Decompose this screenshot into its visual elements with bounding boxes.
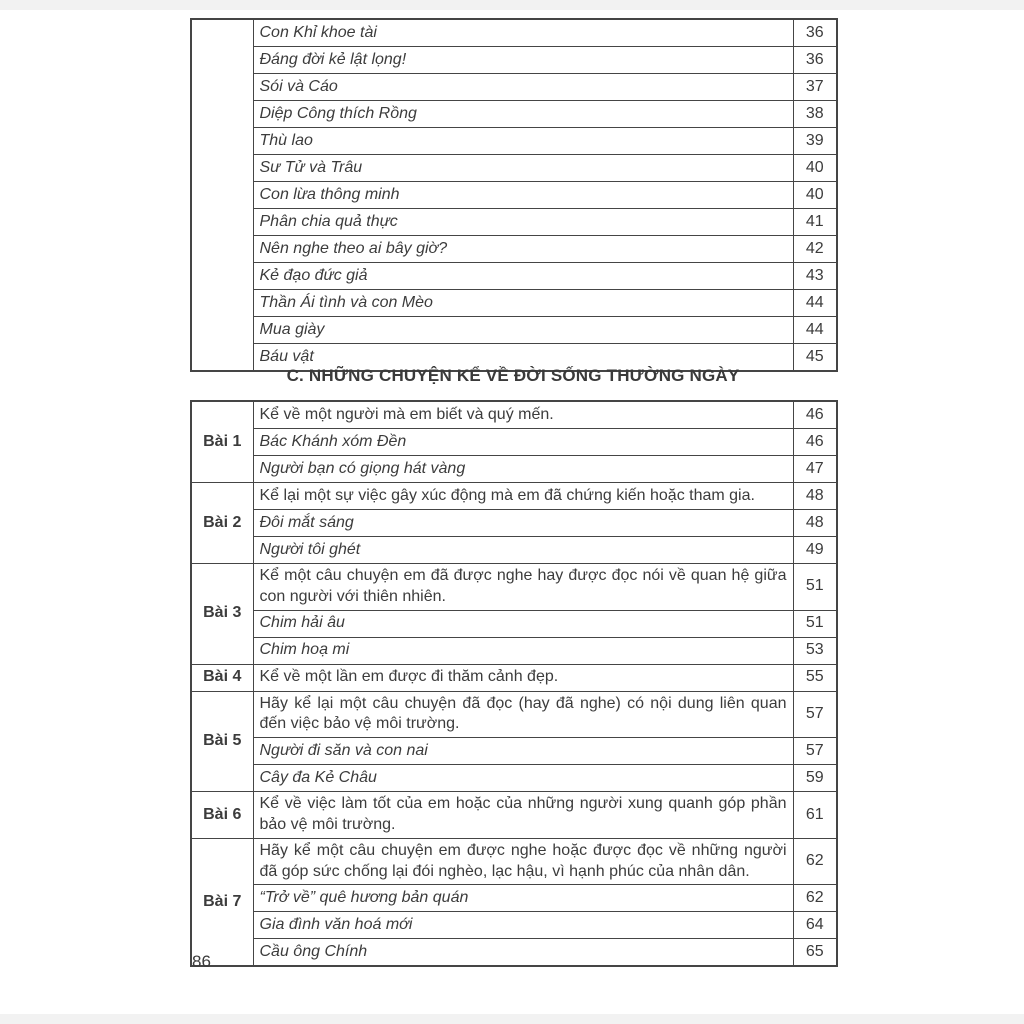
story-title-cell: Báu vật bbox=[253, 344, 793, 372]
table-row bbox=[191, 765, 837, 792]
page-number-cell: 45 bbox=[793, 344, 837, 372]
page-number-cell: 43 bbox=[793, 263, 837, 290]
stories-table-body bbox=[191, 19, 837, 371]
story-title-cell: Đáng đời kẻ lật lọng! bbox=[253, 47, 793, 74]
page-number-cell: 48 bbox=[793, 510, 837, 537]
page-number-cell: 48 bbox=[793, 483, 837, 510]
lesson-label-cell: Bài 4 bbox=[191, 664, 253, 691]
table-row bbox=[191, 792, 837, 839]
table-row bbox=[191, 564, 837, 611]
page-number-cell: 61 bbox=[793, 792, 837, 839]
table-row bbox=[191, 155, 837, 182]
story-title-cell: Cầu ông Chính bbox=[253, 939, 793, 967]
page-number-cell: 42 bbox=[793, 236, 837, 263]
table-row bbox=[191, 290, 837, 317]
lesson-label-cell: Bài 1 bbox=[191, 401, 253, 483]
story-title-cell: Sư Tử và Trâu bbox=[253, 155, 793, 182]
story-title-cell: Sói và Cáo bbox=[253, 74, 793, 101]
story-title-cell: Người đi săn và con nai bbox=[253, 738, 793, 765]
page-number-cell: 44 bbox=[793, 317, 837, 344]
table-row bbox=[191, 483, 837, 510]
table-row bbox=[191, 236, 837, 263]
page-number-cell: 51 bbox=[793, 610, 837, 637]
page-number-cell: 38 bbox=[793, 101, 837, 128]
lesson-desc-cell: Kể về một người mà em biết và quý mến. bbox=[253, 401, 793, 429]
table-row bbox=[191, 691, 837, 738]
stories-table bbox=[190, 18, 838, 372]
lesson-desc-cell: Kể về một lần em được đi thăm cảnh đẹp. bbox=[253, 664, 793, 691]
page-number-cell: 62 bbox=[793, 885, 837, 912]
table-row bbox=[191, 456, 837, 483]
page-number-cell: 39 bbox=[793, 128, 837, 155]
table-row bbox=[191, 610, 837, 637]
table-row bbox=[191, 429, 837, 456]
table-row bbox=[191, 19, 837, 47]
page-number-cell: 46 bbox=[793, 429, 837, 456]
page-number-cell: 64 bbox=[793, 912, 837, 939]
lesson-desc-cell: Kể một câu chuyện em đã được nghe hay được đọc nói về quan hệ giữa con người với thiên nhiên. bbox=[253, 564, 793, 611]
story-title-cell: Con lừa thông minh bbox=[253, 182, 793, 209]
story-title-cell: Đôi mắt sáng bbox=[253, 510, 793, 537]
page-number-cell: 55 bbox=[793, 664, 837, 691]
lesson-desc-cell: Hãy kể một câu chuyện em được nghe hoặc được đọc về những người đã góp sức chống lại đói nghèo, lạc hậu, vì hạnh phúc của nhân dân. bbox=[253, 838, 793, 885]
table-row bbox=[191, 637, 837, 664]
lesson-label-cell: Bài 7 bbox=[191, 838, 253, 966]
story-title-cell: Kẻ đạo đức giả bbox=[253, 263, 793, 290]
story-title-cell: Cây đa Kẻ Châu bbox=[253, 765, 793, 792]
page-number-cell: 40 bbox=[793, 182, 837, 209]
lesson-desc-cell: Kể lại một sự việc gây xúc động mà em đã chứng kiến hoặc tham gia. bbox=[253, 483, 793, 510]
table-row bbox=[191, 537, 837, 564]
page-number-cell: 51 bbox=[793, 564, 837, 611]
table-row bbox=[191, 317, 837, 344]
story-title-cell: Gia đình văn hoá mới bbox=[253, 912, 793, 939]
table-row bbox=[191, 401, 837, 429]
lesson-label-cell-empty bbox=[191, 19, 253, 371]
page-number-cell: 57 bbox=[793, 738, 837, 765]
scan-edge-bottom bbox=[0, 1014, 1024, 1024]
page-number-cell: 46 bbox=[793, 401, 837, 429]
section-heading: C. NHỮNG CHUYỆN KỂ VỀ ĐỜI SỐNG THƯỜNG NGÀY bbox=[286, 366, 740, 385]
page-number-cell: 37 bbox=[793, 74, 837, 101]
story-title-cell: Chim hải âu bbox=[253, 610, 793, 637]
page-number-cell: 49 bbox=[793, 537, 837, 564]
table-row bbox=[191, 912, 837, 939]
page-number-cell: 47 bbox=[793, 456, 837, 483]
lesson-label-cell: Bài 6 bbox=[191, 792, 253, 839]
table-row bbox=[191, 738, 837, 765]
story-title-cell: Con Khỉ khoe tài bbox=[253, 19, 793, 47]
lessons-table-body bbox=[191, 401, 837, 966]
story-title-cell: Chim hoạ mi bbox=[253, 637, 793, 664]
story-title-cell: Thần Ái tình và con Mèo bbox=[253, 290, 793, 317]
page-number-cell: 36 bbox=[793, 19, 837, 47]
table-row bbox=[191, 885, 837, 912]
table-row bbox=[191, 101, 837, 128]
story-title-cell: Bác Khánh xóm Đền bbox=[253, 429, 793, 456]
table-row bbox=[191, 182, 837, 209]
page-number-cell: 41 bbox=[793, 209, 837, 236]
story-title-cell: Người bạn có giọng hát vàng bbox=[253, 456, 793, 483]
lesson-label-cell: Bài 3 bbox=[191, 564, 253, 665]
book-page-number: 86 bbox=[192, 952, 211, 971]
table-row bbox=[191, 47, 837, 74]
page-number-cell: 59 bbox=[793, 765, 837, 792]
page-number-cell: 36 bbox=[793, 47, 837, 74]
story-title-cell: Người tôi ghét bbox=[253, 537, 793, 564]
story-title-cell: Mua giày bbox=[253, 317, 793, 344]
table-row bbox=[191, 263, 837, 290]
story-title-cell: Diệp Công thích Rồng bbox=[253, 101, 793, 128]
table-row bbox=[191, 510, 837, 537]
table-row bbox=[191, 209, 837, 236]
page-number-cell: 44 bbox=[793, 290, 837, 317]
story-title-cell: “Trở về” quê hương bản quán bbox=[253, 885, 793, 912]
table-row bbox=[191, 939, 837, 967]
table-row bbox=[191, 74, 837, 101]
lesson-desc-cell: Hãy kể lại một câu chuyện đã đọc (hay đã nghe) có nội dung liên quan đến việc bảo vệ môi trường. bbox=[253, 691, 793, 738]
lessons-table bbox=[190, 400, 838, 967]
lesson-label-cell: Bài 2 bbox=[191, 483, 253, 564]
story-title-cell: Nên nghe theo ai bây giờ? bbox=[253, 236, 793, 263]
story-title-cell: Phân chia quả thực bbox=[253, 209, 793, 236]
table-row bbox=[191, 838, 837, 885]
table-row bbox=[191, 664, 837, 691]
page-number-cell: 57 bbox=[793, 691, 837, 738]
page-number-cell: 65 bbox=[793, 939, 837, 967]
story-title-cell: Thù lao bbox=[253, 128, 793, 155]
lesson-label-cell: Bài 5 bbox=[191, 691, 253, 792]
page-number-cell: 53 bbox=[793, 637, 837, 664]
table-row bbox=[191, 128, 837, 155]
scan-edge-top bbox=[0, 0, 1024, 10]
page-number-cell: 40 bbox=[793, 155, 837, 182]
page-number-cell: 62 bbox=[793, 838, 837, 885]
lesson-desc-cell: Kể về việc làm tốt của em hoặc của những người xung quanh góp phần bảo vệ môi trường. bbox=[253, 792, 793, 839]
